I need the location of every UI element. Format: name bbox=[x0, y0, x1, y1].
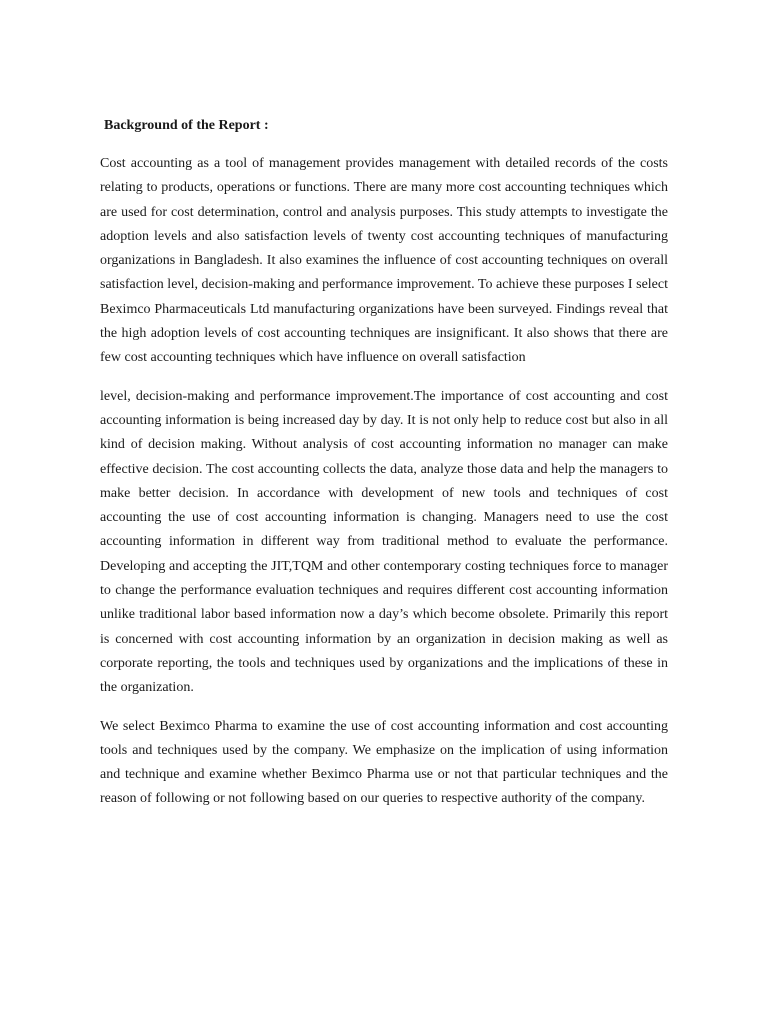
paragraph-beximco: We select Beximco Pharma to examine the use of cost accounting information and cost accounting tools and techniques used by the company. We emphasize on the implication of using information and technique and examine whether Beximco Pharma use or not that particular techniques and the reason of following or not following based on our queries to respective authority of the company. bbox=[100, 718, 668, 807]
paragraph-intro: Cost accounting as a tool of management provides management with detailed records of the costs relating to products, operations or functions. There are many more cost accounting techniques which are used for cost determination, control and analysis purposes. This study attempts to investigate the adoption levels and also satisfaction levels of twenty cost accounting techniques of manufacturing organizations in Bangladesh. It also examines the influence of cost accounting techniques on overall satisfaction level, decision-making and performance improvement. To achieve these purposes I select Beximco Pharmaceuticals Ltd manufacturing organizations have been surveyed. Findings reveal that the high adoption levels of cost accounting techniques are insignificant. It also shows that there are few cost accounting techniques which have influence on overall satisfaction bbox=[100, 156, 668, 366]
paragraph-importance: level, decision-making and performance improvement.The importance of cost accounting and cost accounting information is being increased day by day. It is not only help to reduce cost but also in all kind of decision making. Without analysis of cost accounting information no manager can make effective decision. The cost accounting collects the data, analyze those data and help the managers to make better decision. In accordance with development of new tools and techniques of cost accounting the use of cost accounting information is changing. Managers need to use the cost accounting information in different way from traditional method to evaluate the performance. Developing and accepting the JIT,TQM and other contemporary costing techniques force to manager to change the performance evaluation techniques and requires different cost accounting information unlike traditional labor based information now a day’s which become obsolete. Primarily this report is concerned with cost accounting information by an organization in decision making as well as corporate reporting, the tools and techniques used by organizations and the implications of these in the organization. bbox=[100, 388, 668, 696]
document-page bbox=[100, 116, 668, 812]
report-heading: Background of the Report : bbox=[104, 118, 269, 133]
